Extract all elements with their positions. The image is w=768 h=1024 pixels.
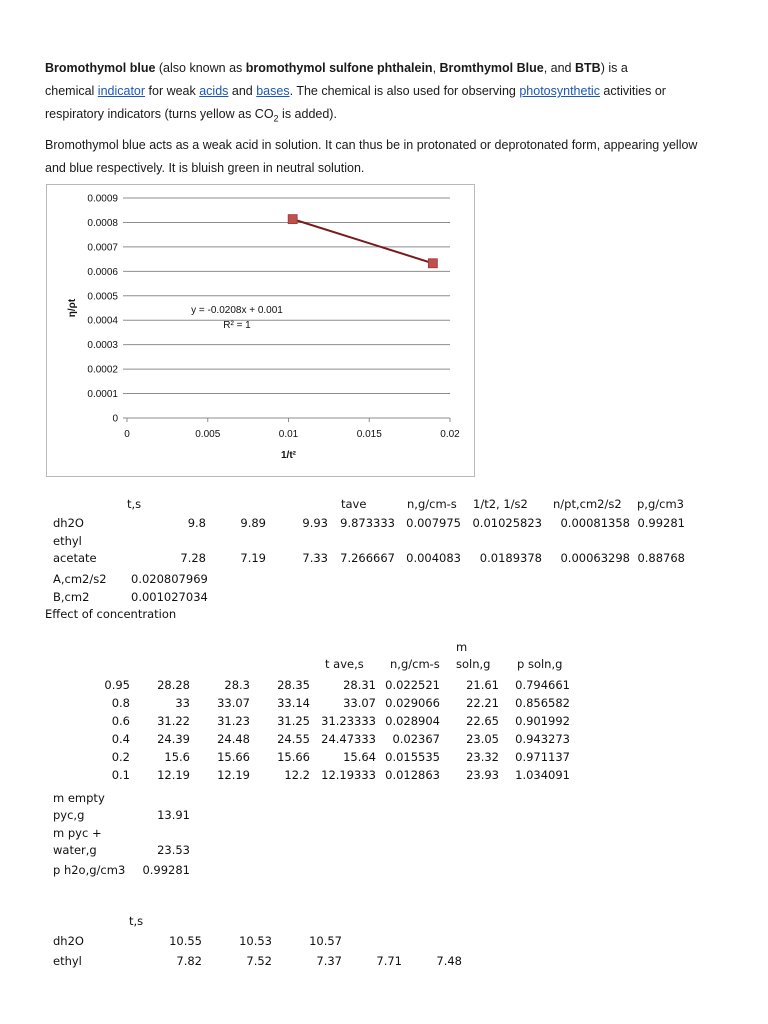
t2-row1-t3: 28.35 [277,678,310,692]
t2-row6-tave: 12.19333 [321,768,376,782]
t1-row2-t1: 7.28 [180,551,206,565]
t2-row2-p: 0.856582 [515,696,570,710]
text-span: respiratory indicators (turns yellow as CO [45,107,274,121]
term-btb: BTB [574,61,601,75]
text-span: activities or [599,84,666,98]
link-photosynthetic[interactable]: photosynthetic [519,84,600,98]
t1-a-value: 0.020807969 [131,572,208,586]
x-axis-label: 1/t² [281,450,296,461]
t2-row5-t3: 15.66 [277,750,310,764]
t2-row4-p: 0.943273 [515,732,570,746]
t2-row5-t1: 15.6 [164,750,190,764]
text-span: , and [543,61,575,75]
t2-row4-t1: 24.39 [157,732,190,746]
term-bromthymol-blue: Bromthymol Blue [439,61,544,75]
t3-row1-v2: 10.53 [239,934,272,948]
t2-p-h2o-value: 0.99281 [142,863,190,877]
t1-row2-tave: 7.266667 [340,551,395,565]
t3-row2-v2: 7.52 [246,954,272,968]
t1-header-tave: tave [341,497,367,511]
t1-row2-npt: 0.00063298 [560,551,630,565]
t1-row1-label: dh2O [53,516,84,530]
t2-row2-m: 22.21 [466,696,499,710]
term-bromothymol-sulfone-phthalein: bromothymol sulfone phthalein [245,61,433,75]
y-tick-label: 0.0001 [87,389,118,401]
link-bases[interactable]: bases [256,84,290,98]
y-tick-label: 0.0007 [87,242,118,254]
t2-m-empty-value: 13.91 [157,808,190,822]
t1-header-p: p,g/cm3 [637,497,684,511]
t2-m-pyc-label-2: water,g [53,843,97,857]
x-tick-label: 0.01 [278,429,299,440]
t2-row3-m: 22.65 [466,714,499,728]
t3-row1-v3: 10.57 [309,934,342,948]
x-tick-label: 0.015 [356,429,382,440]
t2-row2-t2: 33.07 [217,696,250,710]
t2-row1-p: 0.794661 [515,678,570,692]
t3-header-ts: t,s [129,914,144,928]
t2-row1-tave: 28.31 [343,678,376,692]
t2-row1-m: 21.61 [466,678,499,692]
t2-row2-conc: 0.8 [111,696,130,710]
y-axis-label: η/ρt [67,298,78,318]
t2-row3-tave: 31.23333 [321,714,376,728]
t2-row3-n: 0.028904 [385,714,440,728]
t1-row1-npt: 0.00081358 [560,516,630,530]
t2-row6-t3: 12.2 [284,768,310,782]
t2-row2-tave: 33.07 [343,696,376,710]
y-tick-label: 0.0002 [87,364,118,376]
trendline-r-squared: R² = 1 [223,320,251,331]
t2-row5-tave: 15.64 [343,750,376,764]
t2-m-empty-label-2: pyc,g [53,808,85,822]
y-tick-label: 0.0004 [87,315,118,327]
y-tick-label: 0.0003 [87,340,118,352]
text-span: . The chemical is also used for observing [289,84,520,98]
t2-row4-conc: 0.4 [111,732,130,746]
t2-header-p: p soln,g [517,657,563,671]
t2-row1-n: 0.022521 [385,678,440,692]
t1-header-n: n,g/cm-s [407,497,457,511]
t2-row3-conc: 0.6 [111,714,130,728]
text-span: for weak [145,84,200,98]
t2-row4-n: 0.02367 [392,732,440,746]
t2-m-empty-label-1: m empty [53,791,105,805]
x-tick-label: 0.02 [440,429,460,440]
text-span: and [228,84,257,98]
t2-row6-n: 0.012863 [385,768,440,782]
t3-row1-label: dh2O [53,934,84,948]
t2-header-tave: t ave,s [325,657,364,671]
t1-a-label: A,cm2/s2 [53,572,107,586]
y-tick-label: 0 [112,413,118,425]
x-tick-label: 0 [124,429,130,440]
t3-row2-v5: 7.48 [436,954,462,968]
t2-row6-t1: 12.19 [157,768,190,782]
t3-row2-v4: 7.71 [376,954,402,968]
t1-row1-tave: 9.873333 [340,516,395,530]
t2-row1-t1: 28.28 [157,678,190,692]
t1-row2-label-1: ethyl [53,534,82,548]
t2-row3-t1: 31.22 [157,714,190,728]
t2-row1-conc: 0.95 [104,678,130,692]
t2-row6-t2: 12.19 [217,768,250,782]
trendline-equation: y = -0.0208x + 0.001 [191,305,283,316]
link-acids[interactable]: acids [199,84,229,98]
t2-row6-p: 1.034091 [515,768,570,782]
t1-row2-label-2: acetate [53,551,97,565]
t1-header-inv: 1/t2, 1/s2 [473,497,528,511]
t1-row1-t1: 9.8 [187,516,206,530]
t1-b-label: B,cm2 [53,590,90,604]
t2-row5-m: 23.32 [466,750,499,764]
text-span: ) is a [600,61,628,75]
x-tick-label: 0.005 [195,429,221,440]
t2-row6-conc: 0.1 [111,768,130,782]
subscript-2: 2 [273,113,279,124]
t2-m-pyc-value: 23.53 [157,843,190,857]
t2-row4-tave: 24.47333 [321,732,376,746]
t1-row1-n: 0.007975 [406,516,461,530]
t2-p-h2o-label: p h2o,g/cm3 [53,863,126,877]
t1-row2-inv: 0.0189378 [479,551,542,565]
t1-row2-p: 0.88768 [637,551,685,565]
t2-row2-t3: 33.14 [277,696,310,710]
t2-row3-t3: 31.25 [277,714,310,728]
t2-row2-n: 0.029066 [385,696,440,710]
text-span: is added). [278,107,337,121]
t1-row2-t3: 7.33 [302,551,328,565]
link-indicator[interactable]: indicator [97,84,146,98]
term-bromothymol-blue: Bromothymol blue [45,61,156,75]
t1-row1-t3: 9.93 [302,516,328,530]
text-span: chemical [45,84,98,98]
y-tick-label: 0.0008 [87,217,118,229]
t2-row5-p: 0.971137 [515,750,570,764]
t1-row2-n: 0.004083 [406,551,461,565]
section-title-effect-of-concentration: Effect of concentration [45,607,177,621]
t2-m-pyc-label-1: m pyc + [53,826,102,840]
t2-row6-m: 23.93 [466,768,499,782]
t3-row2-label: ethyl [53,954,82,968]
t1-row1-t2: 9.89 [240,516,266,530]
t2-row3-t2: 31.23 [217,714,250,728]
t1-row1-inv: 0.01025823 [472,516,542,530]
t2-header-m-1: m [456,640,468,654]
t1-header-ts: t,s [127,497,142,511]
t2-row4-t2: 24.48 [217,732,250,746]
t2-row4-t3: 24.55 [277,732,310,746]
t2-row4-m: 23.05 [466,732,499,746]
text-span: (also known as [155,61,246,75]
t2-header-m-2: soln,g [456,657,491,671]
intro-p2-line-2: and blue respectively. It is bluish green in neutral solution. [45,161,365,175]
t1-row2-t2: 7.19 [240,551,266,565]
t1-header-npt: n/pt,cm2/s2 [553,497,622,511]
t2-row1-t2: 28.3 [224,678,250,692]
intro-p2-line-1: Bromothymol blue acts as a weak acid in solution. It can thus be in protonated or deprotonated form, appearing yellow [45,138,698,152]
t1-b-value: 0.001027034 [131,590,208,604]
t3-row1-v1: 10.55 [169,934,202,948]
t2-row5-conc: 0.2 [111,750,130,764]
y-tick-label: 0.0005 [87,291,118,303]
y-tick-label: 0.0009 [87,193,118,205]
t2-row5-n: 0.015535 [385,750,440,764]
t2-header-n: n,g/cm-s [390,657,440,671]
y-tick-label: 0.0006 [87,266,118,278]
t2-row3-p: 0.901992 [515,714,570,728]
t2-row5-t2: 15.66 [217,750,250,764]
t1-row1-p: 0.99281 [637,516,685,530]
t3-row2-v1: 7.82 [176,954,202,968]
t2-row2-t1: 33 [175,696,190,710]
text-span: , [432,61,440,75]
t3-row2-v3: 7.37 [316,954,342,968]
